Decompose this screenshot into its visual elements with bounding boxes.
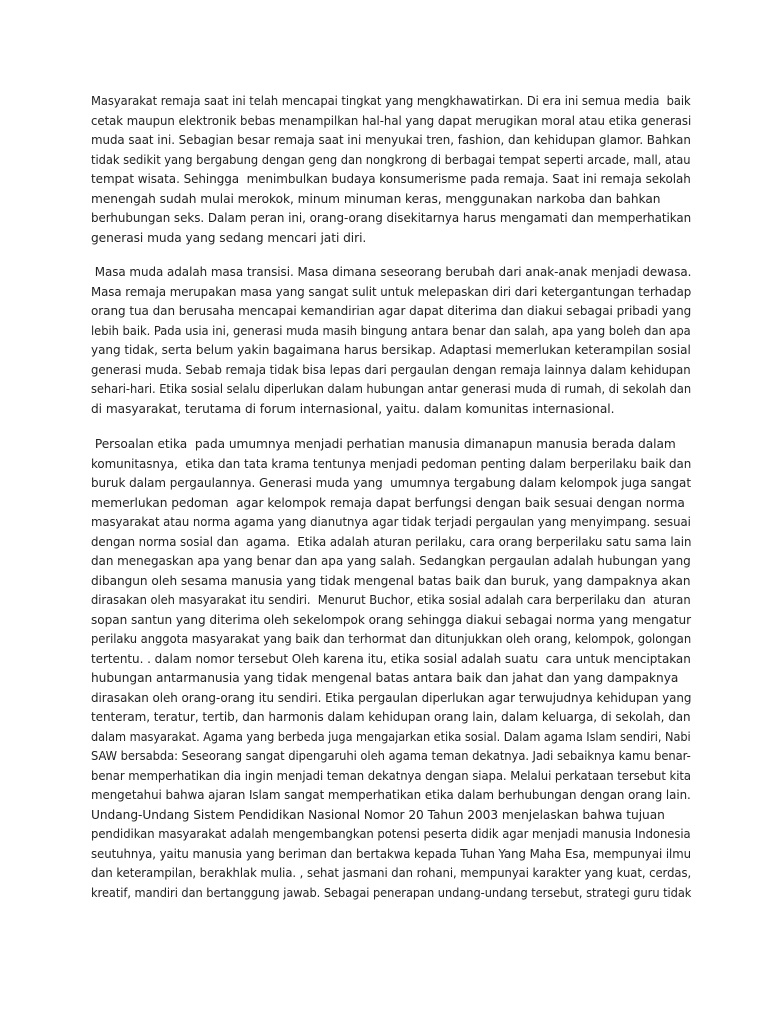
text-line: Masa muda adalah masa transisi. Masa dimana seseorang berubah dari anak-anak menjadi dewasa. [91, 265, 692, 279]
text-line: komunitasnya, etika dan tata krama tentunya menjadi pedoman penting dalam berperilaku baik dan [91, 456, 692, 471]
text-line: dan keterampilan, berakhlak mulia. , sehat jasmani dan rohani, mempunyai karakter yang kuat, cerdas, [91, 866, 692, 880]
text-line: Masyarakat remaja saat ini telah mencapai tingkat yang mengkhawatirkan. Di era ini semua media baik [91, 94, 691, 108]
text-line: hubungan antarmanusia yang tidak mengenal batas antara baik dan jahat dan yang dampaknya [91, 671, 679, 685]
text-line: generasi muda. Sebab remaja tidak bisa lepas dari pergaulan dengan remaja lainnya dalam kehidupan [91, 362, 691, 377]
paragraph-1 [91, 92, 691, 248]
text-line: kreatif, mandiri dan bertanggung jawab. Sebagai penerapan undang-undang tersebut, strategi guru tidak [91, 885, 692, 900]
text-line: tidak sedikit yang bergabung dengan geng dan nongkrong di berbagai tempat seperti arcade, mall, atau [91, 152, 691, 167]
text-line: dirasakan oleh masyarakat itu sendiri. Menurut Buchor, etika sosial adalah cara berperilaku dan aturan [91, 593, 691, 607]
text-line: Masa remaja merupakan masa yang sangat sulit untuk melepaskan diri dari ketergantungan terhadap [91, 284, 692, 299]
text-line: tempat wisata. Sehingga menimbulkan budaya konsumerisme pada remaja. Saat ini remaja sekolah [91, 172, 691, 186]
text-line: dibangun oleh sesama manusia yang tidak mengenal batas baik dan buruk, yang dampaknya akan [91, 573, 691, 588]
text-line: generasi muda yang sedang mencari jati diri. [91, 230, 367, 245]
text-line: pendidikan masyarakat adalah mengembangkan potensi peserta didik agar menjadi manusia Indonesia [91, 827, 691, 841]
paragraph-3 [91, 435, 691, 903]
text-line: dirasakan oleh orang-orang itu sendiri. Etika pergaulan diperlukan agar terwujudnya kehidupan yang [91, 690, 692, 705]
paragraph-2 [91, 263, 691, 419]
text-line: orang tua dan berusaha mencapai kemandirian agar dapat diterima dan diakui sebagai pribadi yang [91, 304, 692, 318]
text-line: mengetahui bahwa ajaran Islam sangat memperhatikan etika dalam berhubungan dengan orang lain. [91, 788, 691, 802]
text-line: menengah sudah mulai merokok, minum minuman keras, menggunakan narkoba dan bahkan [91, 191, 661, 206]
text-line: buruk dalam pergaulannya. Generasi muda yang umumnya tergabung dalam kelompok juga sangat [91, 476, 691, 490]
text-line: dalam masyarakat. Agama yang berbeda juga mengajarkan etika sosial. Dalam agama Islam sendiri, Nabi [91, 729, 691, 744]
text-line: sopan santun yang diterima oleh sekelompok orang sehingga diakui sebagai norma yang mengatur [91, 612, 691, 627]
text-line: lebih baik. Pada usia ini, generasi muda masih bingung antara benar dan salah, apa yang boleh dan apa [91, 323, 691, 338]
text-line: di masyarakat, terutama di forum internasional, yaitu. dalam komunitas internasional. [91, 401, 615, 416]
text-line: Undang-Undang Sistem Pendidikan Nasional Nomor 20 Tahun 2003 menjelaskan bahwa tujuan [91, 807, 665, 822]
text-line: dan menegaskan apa yang benar dan apa yang salah. Sedangkan pergaulan adalah hubungan yang [91, 554, 691, 568]
text-line: muda saat ini. Sebagian besar remaja saat ini menyukai tren, fashion, dan kehidupan glamor. Bahkan [91, 133, 691, 147]
text-line: yang tidak, serta belum yakin bagaimana harus bersikap. Adaptasi memerlukan keterampilan sosial [91, 343, 691, 357]
text-line: seutuhnya, yaitu manusia yang beriman dan bertakwa kepada Tuhan Yang Maha Esa, mempunyai ilmu [91, 846, 691, 861]
text-line: cetak maupun elektronik bebas menampilkan hal-hal yang dapat merugikan moral atau etika generasi [91, 113, 692, 128]
text-line: perilaku anggota masyarakat yang baik dan terhormat dan ditunjukkan oleh orang, kelompok, golongan [91, 632, 692, 646]
text-line: masyarakat atau norma agama yang dianutnya agar tidak terjadi pergaulan yang menyimpang. sesuai [91, 515, 691, 529]
text-line: SAW bersabda: Seseorang sangat dipengaruhi oleh agama teman dekatnya. Jadi sebaiknya kamu benar- [91, 749, 691, 763]
text-line: memerlukan pedoman agar kelompok remaja dapat berfungsi dengan baik sesuai dengan norma [91, 495, 685, 510]
text-line: berhubungan seks. Dalam peran ini, orang-orang disekitarnya harus mengamati dan memperhatikan [91, 211, 692, 225]
text-line: tertentu. . dalam nomor tersebut Oleh karena itu, etika sosial adalah suatu cara untuk menciptakan [91, 651, 691, 666]
text-line: dengan norma sosial dan agama. Etika adalah aturan perilaku, cara orang berperilaku satu sama lain [91, 534, 692, 549]
text-line: benar memperhatikan dia ingin menjadi teman dekatnya dengan siapa. Melalui perkataan tersebut kita [91, 768, 691, 783]
text-line: sehari-hari. Etika sosial selalu diperlukan dalam hubungan antar generasi muda di rumah, di sekolah dan [91, 382, 692, 396]
text-line: Persoalan etika pada umumnya menjadi perhatian manusia dimanapun manusia berada dalam [91, 437, 676, 451]
text-line: tenteram, teratur, tertib, dan harmonis dalam kehidupan orang lain, dalam keluarga, di sekolah, dan [91, 710, 691, 724]
